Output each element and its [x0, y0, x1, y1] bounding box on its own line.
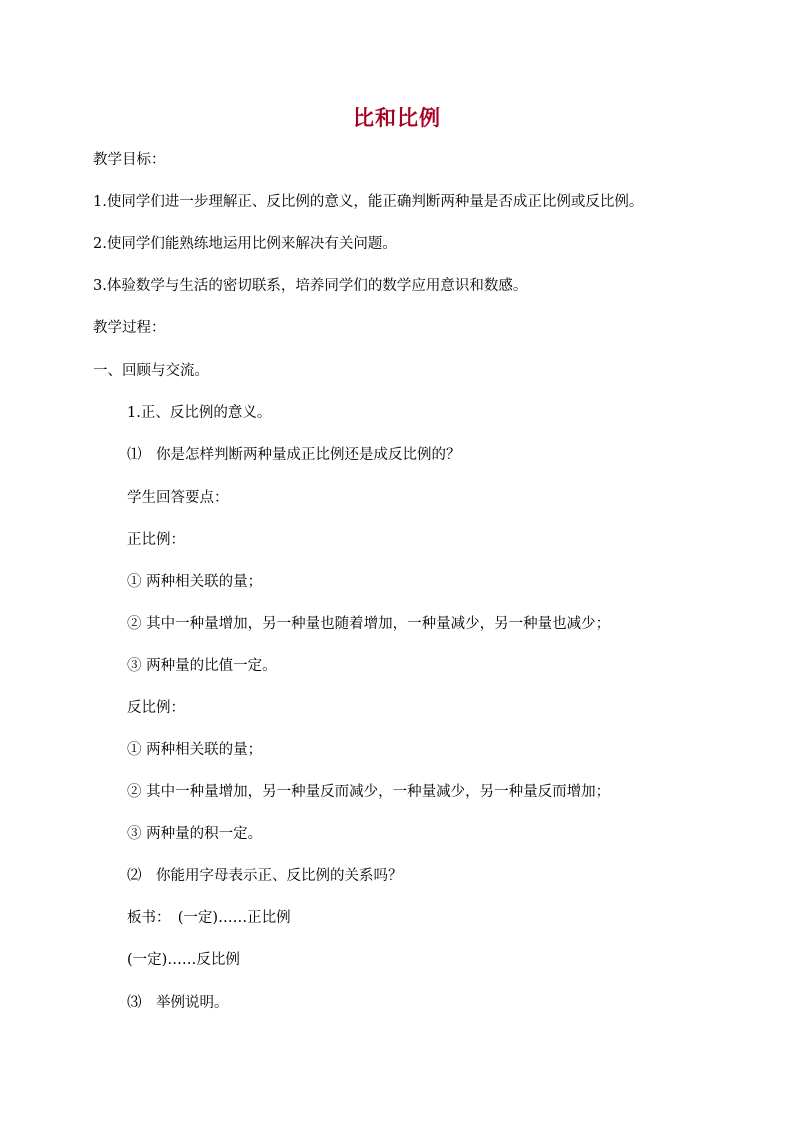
- inverse-point-2: ② 其中一种量增加，另一种量反而减少，一种量减少，另一种量反而增加；: [127, 784, 611, 800]
- objective-item-2: 2.使同学们能熟练地运用比例来解决有关问题。: [93, 236, 397, 252]
- section-heading-objectives: 教学目标：: [93, 152, 166, 168]
- direct-point-2: ② 其中一种量增加，另一种量也随着增加，一种量减少，另一种量也减少；: [127, 616, 611, 632]
- objective-item-3: 3.体验数学与生活的密切联系，培养同学们的数学应用意识和数感。: [93, 278, 528, 294]
- board-note-direct: 板书： (一定)……正比例: [127, 910, 291, 926]
- objective-item-1: 1.使同学们进一步理解正、反比例的意义，能正确判断两种量是否成正比例或反比例。: [93, 194, 644, 210]
- inverse-point-3: ③ 两种量的积一定。: [127, 826, 263, 842]
- board-note-inverse: (一定)……反比例: [127, 952, 240, 968]
- question-3: ⑶ 举例说明。: [127, 995, 229, 1011]
- question-2: ⑵ 你能用字母表示正、反比例的关系吗？: [127, 868, 403, 884]
- section-heading-process: 教学过程：: [93, 320, 166, 336]
- answer-points-label: 学生回答要点：: [127, 490, 229, 506]
- subsection-heading: 1.正、反比例的意义。: [127, 405, 272, 421]
- inverse-proportion-label: 反比例：: [127, 700, 185, 716]
- process-part-1-heading: 一、回顾与交流。: [93, 363, 209, 379]
- inverse-point-1: ① 两种相关联的量；: [127, 742, 263, 758]
- direct-point-1: ① 两种相关联的量；: [127, 574, 263, 590]
- question-1: ⑴ 你是怎样判断两种量成正比例还是成反比例的？: [127, 447, 461, 463]
- direct-proportion-label: 正比例：: [127, 532, 185, 548]
- document-title: 比和比例: [353, 105, 441, 130]
- direct-point-3: ③ 两种量的比值一定。: [127, 658, 277, 674]
